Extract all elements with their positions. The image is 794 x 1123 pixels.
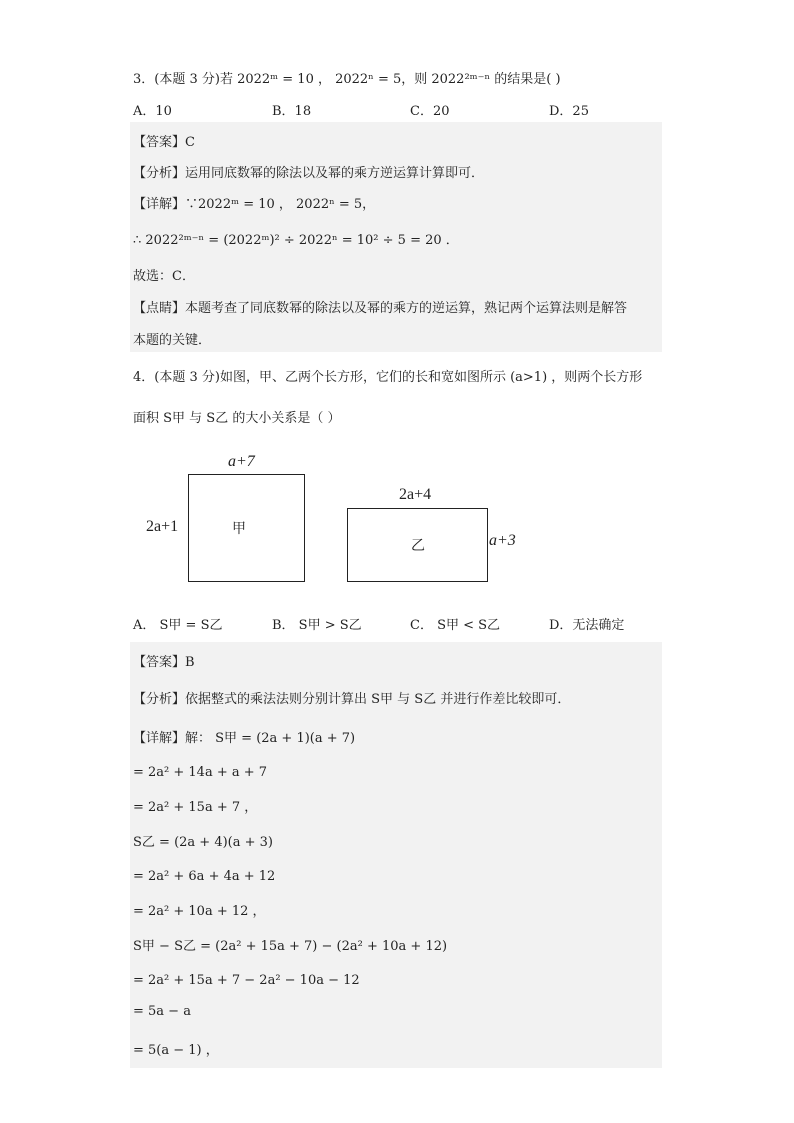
yi-name: 乙 — [411, 538, 425, 554]
q4-option-d: D．无法确定 — [549, 618, 625, 633]
q4-answer: 【答案】B — [133, 655, 195, 670]
yi-top-label: 2a+4 — [399, 486, 432, 503]
yi-right-label: a+3 — [489, 532, 516, 549]
q3-option-b: B．18 — [272, 104, 312, 119]
q4-detail-line: 【详解】解： S甲 = (2a + 1)(a + 7) — [133, 731, 356, 746]
q4-option-c: C． S甲 < S乙 — [410, 618, 501, 633]
jia-name: 甲 — [232, 521, 246, 537]
q3-option-a: A．10 — [133, 104, 172, 119]
q4-detail-line: S甲 − S乙 = (2a² + 15a + 7) − (2a² + 10a + 12) — [133, 939, 448, 954]
q3-detail-2: ∴ 2022²ᵐ⁻ⁿ = (2022ᵐ)² ÷ 2022ⁿ = 10² ÷ 5 = 20 ． — [133, 233, 459, 248]
q3-choice: 故选：C． — [133, 269, 195, 284]
q4-stem-1: 4．(本题 3 分)如图，甲、乙两个长方形，它们的长和宽如图所示 (a>1) ，则两个长方形 — [133, 370, 643, 385]
jia-left-label: 2a+1 — [146, 518, 179, 535]
q4-detail-line: = 2a² + 10a + 12 ， — [133, 904, 266, 919]
q3-answer: 【答案】C — [133, 135, 195, 150]
q4-detail-line: S乙 = (2a + 4)(a + 3) — [133, 835, 273, 850]
q4-analysis: 【分析】依据整式的乘法法则分别计算出 S甲 与 S乙 并进行作差比较即可． — [133, 692, 571, 707]
q4-stem-2: 面积 S甲 与 S乙 的大小关系是（ ） — [133, 411, 341, 426]
q3-comment-1: 【点睛】本题考查了同底数幂的除法以及幂的乘方的逆运算，熟记两个运算法则是解答 — [133, 301, 628, 316]
q4-detail-line: = 2a² + 15a + 7 ， — [133, 800, 258, 815]
q3-stem: 3．(本题 3 分)若 2022ᵐ = 10 ， 2022ⁿ = 5，则 2022²ᵐ⁻ⁿ 的结果是( ) — [133, 72, 561, 87]
q4-option-b: B． S甲 > S乙 — [272, 618, 362, 633]
q4-detail-line: = 5(a − 1) ， — [133, 1043, 219, 1058]
q3-analysis: 【分析】运用同底数幂的除法以及幂的乘方逆运算计算即可． — [133, 166, 485, 181]
q4-detail-line: = 2a² + 15a + 7 − 2a² − 10a − 12 — [133, 973, 360, 988]
q3-detail-1: 【详解】∵2022ᵐ = 10 ， 2022ⁿ = 5， — [133, 197, 376, 212]
q3-comment-2: 本题的关键． — [133, 333, 212, 348]
jia-top-label: a+7 — [228, 453, 255, 470]
q3-option-c: C．20 — [410, 104, 450, 119]
q4-detail-line: = 5a − a — [133, 1004, 191, 1019]
q4-detail-line: = 2a² + 14a + a + 7 — [133, 765, 268, 780]
rectangle-jia — [188, 474, 305, 582]
q4-detail-line: = 2a² + 6a + 4a + 12 — [133, 869, 276, 884]
q4-option-a: A． S甲 = S乙 — [133, 618, 223, 633]
q3-option-d: D．25 — [549, 104, 589, 119]
